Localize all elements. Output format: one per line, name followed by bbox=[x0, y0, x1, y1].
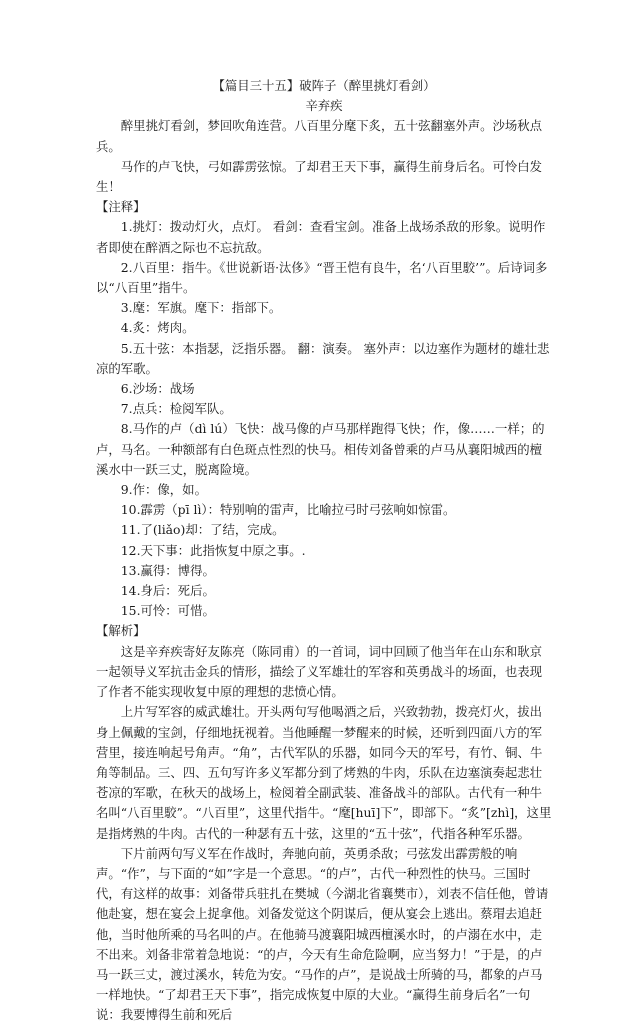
document-body bbox=[96, 76, 552, 1026]
analysis-paragraph: 下片前两句写义军在作战时，奔驰向前，英勇杀敌；弓弦发出霹雳般的响声。“作”，与下面的“如”字是一个意思。“的卢”，古代一种烈性的快马。三国时代，有这样的故事：刘备带兵驻扎在樊城（今湖北省襄樊市），刘表不信任他，曾请他赴宴，想在宴会上捉拿他。刘备发觉这个阴谋后，便从宴会上逃出。蔡瑁去追赶他，当时他所乘的马名叫的卢。在他骑马渡襄阳城西檀溪水时，的卢溺在水中，走不出来。刘备非常着急地说：“的卢，今天有生命危险啊，应当努力！”于是，的卢马一跃三丈，渡过溪水，转危为安。“马作的卢”，是说战士所骑的马，都象的卢马一样地快。“了却君王天下事”，指完成恢复中原的大业。“赢得生前身后名”一句说：我要博得生前和死后 bbox=[96, 845, 549, 1023]
analysis-heading: 【解析】 bbox=[96, 623, 146, 639]
note-item: 5.五十弦：本指瑟，泛指乐器。 翻：演奏。 塞外声：以边塞作为题材的雄壮悲凉的军歌。 bbox=[96, 340, 550, 376]
analysis-paragraph: 这是辛弃疾寄好友陈亮（陈同甫）的一首词，词中回顾了他当年在山东和耿京一起领导义军抗击金兵的情形，描绘了义军雄壮的军容和英勇战斗的场面，也表现了作者不能实现收复中原的理想的悲愤心情。 bbox=[96, 643, 543, 700]
poem-line: 醉里挑灯看剑，梦回吹角连营。八百里分麾下炙，五十弦翻塞外声。沙场秋点兵。 bbox=[96, 118, 543, 154]
note-item: 2.八百里：指牛。《世说新语·汰侈》“晋王恺有良牛，名‘八百里駮’”。后诗词多以“八百里”指牛。 bbox=[96, 259, 548, 296]
author-name: 辛弃疾 bbox=[305, 98, 343, 114]
note-item: 1.挑灯：拨动灯火，点灯。 看剑：查看宝剑。准备上战场杀敌的形象。说明作者即使在醉酒之际也不忘抗敌。 bbox=[96, 219, 546, 255]
note-item: 8.马作的卢（dì lú）飞快：战马像的卢马那样跑得飞快；作，像……一样；的卢，马名。一种额部有白色斑点性烈的快马。相传刘备曾乘的卢马从襄阳城西的檀溪水中一跃三丈，脱离险境。 bbox=[96, 421, 545, 477]
note-item: 15.可怜：可惜。 bbox=[120, 603, 215, 619]
note-item: 9.作：像，如。 bbox=[120, 482, 207, 498]
note-item: 4.炙：烤肉。 bbox=[120, 320, 195, 336]
note-item: 3.麾：军旗。麾下：指部下。 bbox=[120, 300, 282, 316]
analysis-paragraph: 上片写军容的威武雄壮。开头两句写他喝酒之后，兴致勃勃，拨亮灯火，拔出身上佩戴的宝剑，仔细地抚视着。当他睡醒一梦醒来的时候，还听到四面八方的军营里，接连响起号角声。“角”，古代军队的乐器，如同今天的军号，有竹、铜、牛角等制品。三、四、五句写许多义军都分到了烤熟的牛肉，乐队在边塞演奏起悲壮苍凉的军歌，在秋天的战场上，检阅着全副武装、准备战斗的部队。古代有一种牛名叫“八百里駮”。“八百里”，这里代指牛。“麾[huī]下”，即部下。“炙”[zhì]，这里是指烤熟的牛肉。古代的一种瑟有五十弦，这里的“五十弦”，代指各种军乐器。 bbox=[96, 704, 552, 841]
note-item: 14.身后：死后。 bbox=[120, 583, 215, 599]
poem-line: 马作的卢飞快，弓如霹雳弦惊。了却君王天下事，赢得生前身后名。可怜白发生！ bbox=[96, 158, 543, 195]
note-item: 12.天下事：此指恢复中原之事。. bbox=[120, 542, 306, 558]
note-item: 6.沙场：战场 bbox=[120, 381, 195, 397]
note-item: 10.霹雳（pī lì）：特别响的雷声，比喻拉弓时弓弦响如惊雷。 bbox=[120, 502, 456, 518]
note-item: 7.点兵：检阅军队。 bbox=[120, 401, 232, 417]
note-item: 11.了(liǎo)却：了结，完成。 bbox=[120, 522, 285, 538]
page-title: 【篇目三十五】破阵子（醉里挑灯看剑） bbox=[212, 78, 436, 93]
note-item: 13.赢得：博得。 bbox=[120, 562, 215, 578]
notes-heading: 【注释】 bbox=[96, 199, 146, 215]
